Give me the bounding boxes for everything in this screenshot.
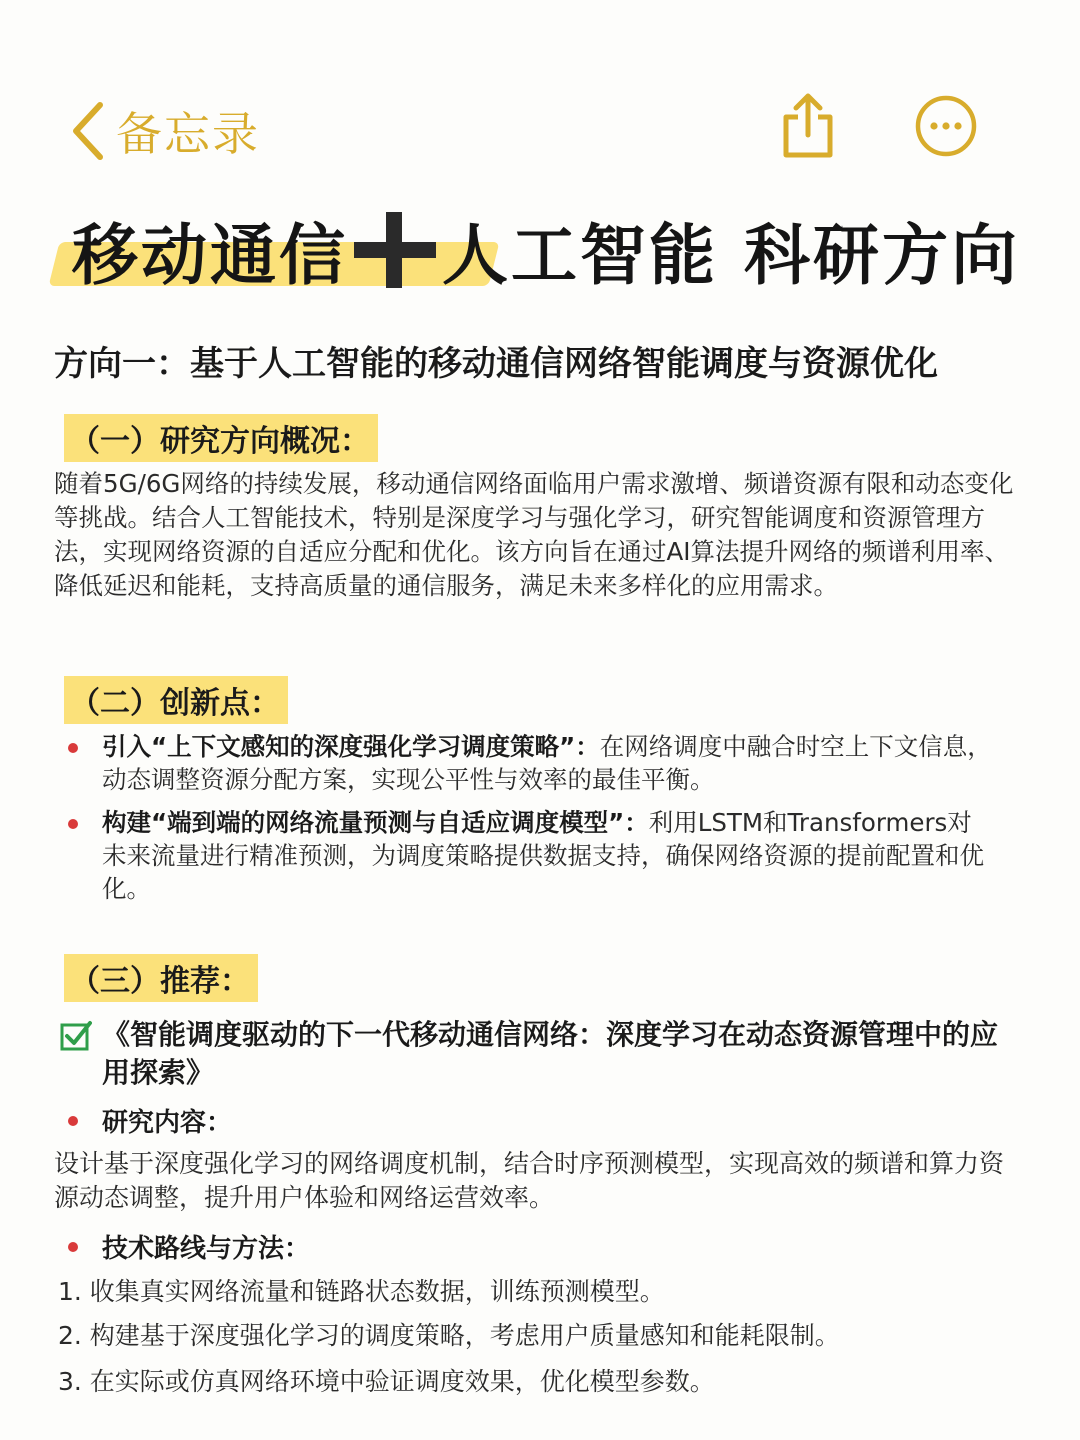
bullet-dot-icon [68,743,78,753]
method-step-1: 1. 收集真实网络流量和链路状态数据，训练预测模型。 [58,1277,665,1306]
more-icon [914,94,978,162]
section-recommend-heading: （三）推荐： [64,954,258,1002]
bullet-dot-icon [68,1116,78,1126]
research-paragraph: 设计基于深度强化学习的网络调度机制，结合时序预测模型，实现高效的频谱和算力资源动态调整，提升用户体验和网络运营效率。 [54,1149,1005,1212]
more-button[interactable] [910,92,982,164]
direction-heading: 方向一：基于人工智能的移动通信网络智能调度与资源优化 [54,344,938,384]
back-label: 备忘录 [116,107,260,161]
chevron-left-icon [70,101,106,161]
bullet-dot-icon [68,819,78,829]
overview-paragraph: 随着5G/6G网络的持续发展，移动通信网络面临用户需求激增、频谱资源有限和动态变化等挑战。结合人工智能技术，特别是深度学习与强化学习，研究智能调度和资源管理方法，实现网络资源的自适应分配和优化。该方向旨在通过AI算法提升网络的频谱利用率、降低延迟和能耗，支持高质量的通信服务，满足未来多样化的应用需求。 [54,469,1014,600]
nav-bar [0,90,1080,170]
innovation-2-text: 利用LSTM和Transformers对未来流量进行精准预测，为调度策略提供数据支持，确保网络资源的提前配置和优化。 [102,808,984,903]
method-label [68,1228,310,1265]
research-label-text: 研究内容： [102,1108,233,1138]
plus-icon [354,210,436,290]
title-part-1: 移动通信 [72,217,348,294]
list-item [68,730,1018,796]
page-title [72,202,1020,297]
title-part-2: 人工智能 科研方向 [442,217,1020,294]
paper-title: 《智能调度驱动的下一代移动通信网络：深度学习在动态资源管理中的应用探索》 [102,1018,999,1089]
research-content-label [68,1102,232,1139]
title-area [50,196,1030,296]
share-button[interactable] [772,92,844,164]
method-step-2: 2. 构建基于深度强化学习的调度策略，考虑用户质量感知和能耗限制。 [58,1321,840,1350]
recommended-paper [60,1016,1020,1092]
checkbox-checked-icon [60,1020,92,1052]
section-overview-heading: （一）研究方向概况： [64,414,378,462]
list-item [68,806,1018,905]
method-label-text: 技术路线与方法： [102,1234,311,1264]
innovation-2-title: 构建“端到端的网络流量预测与自适应调度模型”： [102,808,649,837]
innovation-1-title: 引入“上下文感知的深度强化学习调度策略”： [102,732,600,761]
bullet-dot-icon [68,1242,78,1252]
innovation-1-text: 在网络调度中融合时空上下文信息，动态调整资源分配方案，实现公平性与效率的最佳平衡。 [102,732,992,794]
back-button[interactable] [70,98,260,164]
section-innovation-heading: （二）创新点： [64,676,288,724]
share-icon [780,93,836,163]
method-step-3: 3. 在实际或仿真网络环境中验证调度效果，优化模型参数。 [58,1367,715,1396]
